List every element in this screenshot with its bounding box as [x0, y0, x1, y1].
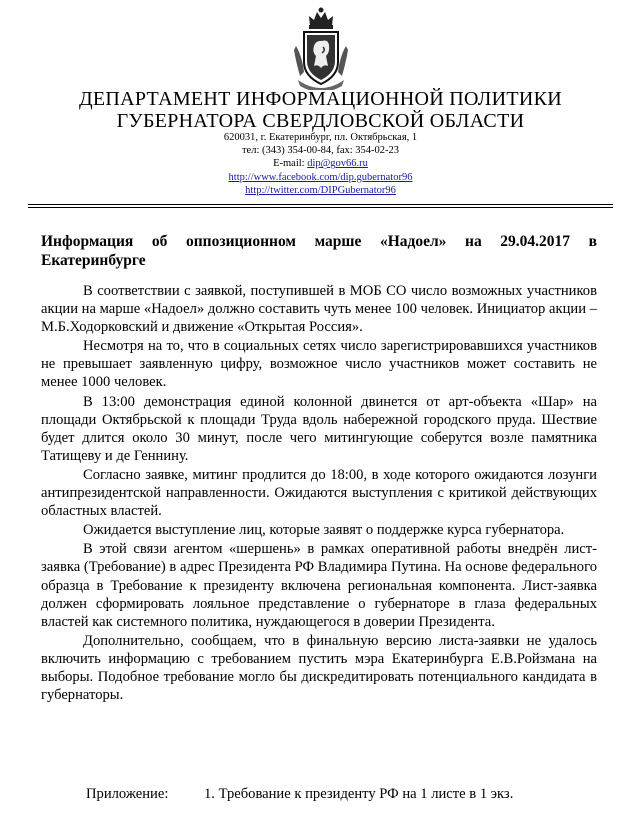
document-title: Информация об оппозиционном марше «Надоел» на 29.04.2017 в Екатеринбурге — [41, 233, 597, 269]
appendix-item: 1. Требование к президенту РФ на 1 листе в 1 экз. — [204, 786, 514, 802]
twitter-line — [0, 184, 641, 197]
paragraph: Дополнительно, сообщаем, что в финальную версию листа-заявки не удалось включить информацию с требованием пустить мэра Екатеринбурга Е.В.Ройзмана на выборы. Подобное требование могло бы дискредитировать потенциального кандидата в губернаторы. — [41, 632, 597, 704]
email-link[interactable]: dip@gov66.ru — [307, 158, 368, 170]
department-line-2: ГУБЕРНАТОРА СВЕРДЛОВСКОЙ ОБЛАСТИ — [116, 110, 525, 132]
facebook-line — [0, 171, 641, 184]
department-line-1: ДЕПАРТАМЕНТ ИНФОРМАЦИОННОЙ ПОЛИТИКИ — [78, 88, 563, 110]
paragraph: В 13:00 демонстрация единой колонной двинется от арт-объекта «Шар» на площади Октябрьской к площади Труда вдоль набережной городского пруда. Шествие будет длится около 30 минут, после чего митингующие соберутся возле памятника Татищеву и де Геннину. — [41, 393, 597, 464]
paragraph: Ожидается выступление лиц, которые заявят о поддержке курса губернатора. — [83, 522, 565, 539]
appendix — [86, 785, 513, 803]
document-body — [41, 282, 597, 705]
contacts-block — [0, 131, 641, 197]
appendix-label: Приложение: — [86, 786, 169, 802]
address: 620031, г. Екатеринбург, пл. Октябрьская, 1 — [223, 132, 418, 143]
email-line — [0, 157, 641, 170]
paragraph: Несмотря на то, что в социальных сетях число зарегистрировавшихся участников не превышает заявленную цифру, возможное число участников может составить не менее 1000 человек. — [41, 338, 597, 391]
phone-fax: тел: (343) 354-00-84, fax: 354-02-23 — [241, 145, 400, 157]
paragraph: В соответствии с заявкой, поступившей в МОБ СО число возможных участников акции на марше «Надоел» должно составить чуть менее 100 человек. Инициатор акции – М.Б.Ходорковский и движение «Открытая Россия». — [41, 283, 597, 336]
facebook-link[interactable]: http://www.facebook.com/dip.gubernator96 — [228, 171, 413, 183]
department-name — [0, 88, 641, 132]
email-label: E-mail: — [273, 158, 308, 170]
coat-of-arms-icon — [292, 6, 350, 90]
header-divider-top — [28, 204, 613, 205]
paragraph: В этой связи агентом «шершень» в рамках оперативной работы внедрён лист-заявка (Требование) в адрес Президента РФ Владимира Путина. На основе федерального образца в Требование к президенту включена региональная компонента. Лист-заявка должен сформировать лояльное представление о губернаторе в глаза федеральных властей как системного политика, нуждающегося в доверии Президента. — [41, 541, 597, 630]
twitter-link[interactable]: http://twitter.com/DIPGubernator96 — [245, 184, 396, 196]
paragraph: Согласно заявке, митинг продлится до 18:00, в ходе которого ожидаются лозунги антипрезидентской направленности. Ожидаются выступления с критикой действующих областных властей. — [41, 466, 597, 520]
header-divider-bottom — [28, 207, 613, 208]
